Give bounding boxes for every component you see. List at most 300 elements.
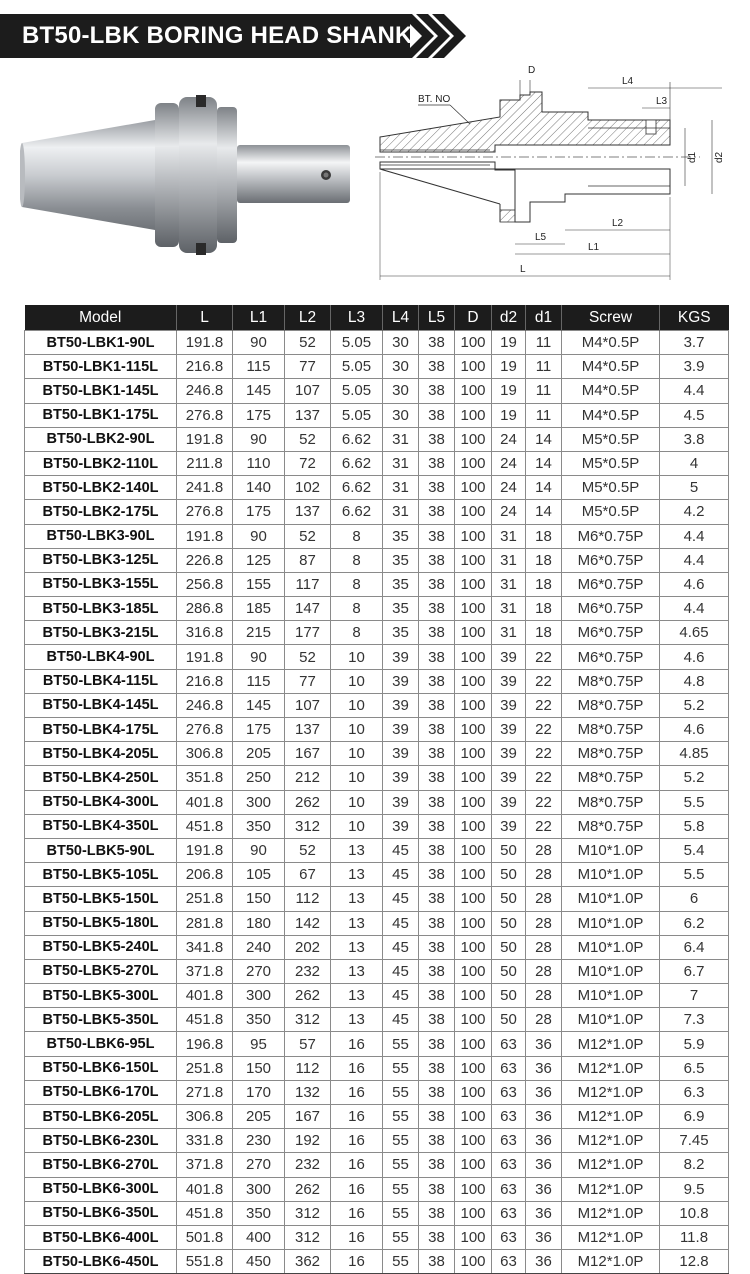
model-cell: BT50-LBK6-400L — [25, 1225, 177, 1249]
table-cell: M12*1.0P — [562, 1153, 660, 1177]
table-cell: M5*0.5P — [562, 427, 660, 451]
table-cell: M8*0.75P — [562, 790, 660, 814]
table-cell: 10.8 — [660, 1201, 729, 1225]
table-row — [25, 838, 729, 862]
table-cell: 5.05 — [331, 331, 383, 355]
table-cell: 8 — [331, 621, 383, 645]
table-cell: 38 — [419, 863, 455, 887]
table-row — [25, 1008, 729, 1032]
model-cell: BT50-LBK6-150L — [25, 1056, 177, 1080]
table-cell: 286.8 — [177, 597, 233, 621]
table-cell: 36 — [526, 1177, 562, 1201]
table-cell: 16 — [331, 1080, 383, 1104]
table-cell: 28 — [526, 838, 562, 862]
table-cell: 50 — [492, 838, 526, 862]
table-row — [25, 887, 729, 911]
table-cell: 10 — [331, 766, 383, 790]
table-cell: 256.8 — [177, 572, 233, 596]
table-row — [25, 1056, 729, 1080]
model-cell: BT50-LBK4-115L — [25, 669, 177, 693]
table-cell: 13 — [331, 863, 383, 887]
table-cell: 36 — [526, 1153, 562, 1177]
dim-d1-label: d1 — [687, 151, 698, 163]
table-cell: 240 — [233, 935, 285, 959]
model-cell: BT50-LBK3-125L — [25, 548, 177, 572]
table-cell: 12.8 — [660, 1250, 729, 1274]
table-row — [25, 669, 729, 693]
table-cell: 39 — [492, 766, 526, 790]
table-cell: 22 — [526, 814, 562, 838]
model-cell: BT50-LBK6-230L — [25, 1129, 177, 1153]
model-cell: BT50-LBK3-155L — [25, 572, 177, 596]
table-cell: 50 — [492, 887, 526, 911]
table-cell: 4.6 — [660, 718, 729, 742]
table-cell: 112 — [285, 1056, 331, 1080]
table-cell: 24 — [492, 476, 526, 500]
table-cell: 31 — [383, 427, 419, 451]
table-row — [25, 911, 729, 935]
table-cell: 38 — [419, 500, 455, 524]
table-cell: 28 — [526, 984, 562, 1008]
table-cell: 38 — [419, 1105, 455, 1129]
column-header-screw: Screw — [562, 305, 660, 331]
table-cell: 401.8 — [177, 790, 233, 814]
table-row — [25, 403, 729, 427]
column-header-d: D — [455, 305, 492, 331]
table-cell: 16 — [331, 1153, 383, 1177]
table-row — [25, 355, 729, 379]
table-header-row — [25, 305, 729, 331]
table-cell: 90 — [233, 645, 285, 669]
model-cell: BT50-LBK4-205L — [25, 742, 177, 766]
table-cell: 55 — [383, 1177, 419, 1201]
table-cell: M10*1.0P — [562, 1008, 660, 1032]
table-row — [25, 693, 729, 717]
table-cell: 28 — [526, 959, 562, 983]
table-cell: 10 — [331, 718, 383, 742]
table-cell: 10 — [331, 790, 383, 814]
table-row — [25, 524, 729, 548]
table-cell: 39 — [492, 718, 526, 742]
table-cell: 52 — [285, 645, 331, 669]
table-cell: 10 — [331, 693, 383, 717]
table-cell: 155 — [233, 572, 285, 596]
table-cell: 38 — [419, 1201, 455, 1225]
table-cell: 241.8 — [177, 476, 233, 500]
table-cell: M12*1.0P — [562, 1225, 660, 1249]
table-cell: 19 — [492, 379, 526, 403]
column-header-model: Model — [25, 305, 177, 331]
table-cell: 137 — [285, 500, 331, 524]
table-cell: M6*0.75P — [562, 548, 660, 572]
table-cell: 18 — [526, 597, 562, 621]
table-cell: 31 — [492, 621, 526, 645]
table-cell: 38 — [419, 572, 455, 596]
table-cell: 6.62 — [331, 427, 383, 451]
table-cell: 38 — [419, 1153, 455, 1177]
table-cell: 6.62 — [331, 451, 383, 475]
table-cell: 4 — [660, 451, 729, 475]
table-cell: M12*1.0P — [562, 1201, 660, 1225]
model-cell: BT50-LBK2-140L — [25, 476, 177, 500]
table-cell: 63 — [492, 1032, 526, 1056]
table-cell: 67 — [285, 863, 331, 887]
table-cell: 30 — [383, 379, 419, 403]
dim-L1-label: L1 — [588, 242, 600, 253]
table-cell: 38 — [419, 718, 455, 742]
table-cell: 371.8 — [177, 1153, 233, 1177]
table-cell: 100 — [455, 403, 492, 427]
table-cell: 125 — [233, 548, 285, 572]
table-cell: 63 — [492, 1056, 526, 1080]
dim-L5-label: L5 — [535, 232, 547, 243]
table-row — [25, 742, 729, 766]
table-cell: 167 — [285, 742, 331, 766]
model-cell: BT50-LBK5-270L — [25, 959, 177, 983]
table-cell: 4.2 — [660, 500, 729, 524]
table-cell: 7.3 — [660, 1008, 729, 1032]
table-cell: 5.05 — [331, 355, 383, 379]
table-cell: 8 — [331, 548, 383, 572]
table-cell: 100 — [455, 742, 492, 766]
table-cell: 14 — [526, 476, 562, 500]
table-cell: 38 — [419, 984, 455, 1008]
table-cell: M10*1.0P — [562, 984, 660, 1008]
table-cell: 276.8 — [177, 500, 233, 524]
table-cell: 11 — [526, 331, 562, 355]
table-cell: 31 — [383, 476, 419, 500]
table-cell: M8*0.75P — [562, 669, 660, 693]
table-cell: 250 — [233, 766, 285, 790]
table-cell: 4.4 — [660, 597, 729, 621]
table-cell: 38 — [419, 742, 455, 766]
table-cell: 95 — [233, 1032, 285, 1056]
table-cell: 38 — [419, 1080, 455, 1104]
table-cell: M6*0.75P — [562, 597, 660, 621]
model-cell: BT50-LBK5-150L — [25, 887, 177, 911]
table-cell: 35 — [383, 548, 419, 572]
table-cell: 22 — [526, 669, 562, 693]
table-cell: 4.4 — [660, 379, 729, 403]
table-cell: 24 — [492, 500, 526, 524]
table-cell: 145 — [233, 693, 285, 717]
model-cell: BT50-LBK3-185L — [25, 597, 177, 621]
table-cell: 251.8 — [177, 887, 233, 911]
column-header-d1: d1 — [526, 305, 562, 331]
table-cell: 45 — [383, 911, 419, 935]
table-cell: 100 — [455, 621, 492, 645]
model-cell: BT50-LBK6-450L — [25, 1250, 177, 1274]
table-cell: 38 — [419, 331, 455, 355]
bt-no-label: BT. NO — [418, 94, 451, 105]
table-cell: 7.45 — [660, 1129, 729, 1153]
table-cell: 57 — [285, 1032, 331, 1056]
column-header-l4: L4 — [383, 305, 419, 331]
dim-L2-label: L2 — [612, 218, 624, 229]
table-cell: 31 — [492, 548, 526, 572]
table-cell: 50 — [492, 863, 526, 887]
table-cell: 401.8 — [177, 984, 233, 1008]
table-cell: 450 — [233, 1250, 285, 1274]
table-row — [25, 959, 729, 983]
table-row — [25, 1080, 729, 1104]
table-cell: 180 — [233, 911, 285, 935]
table-cell: 147 — [285, 597, 331, 621]
table-cell: 100 — [455, 1250, 492, 1274]
table-cell: 10 — [331, 669, 383, 693]
table-cell: M12*1.0P — [562, 1105, 660, 1129]
table-cell: 270 — [233, 1153, 285, 1177]
table-cell: 38 — [419, 476, 455, 500]
model-cell: BT50-LBK4-250L — [25, 766, 177, 790]
table-cell: M6*0.75P — [562, 621, 660, 645]
model-cell: BT50-LBK5-90L — [25, 838, 177, 862]
table-cell: 28 — [526, 935, 562, 959]
table-cell: 312 — [285, 1225, 331, 1249]
table-cell: 6.62 — [331, 476, 383, 500]
table-cell: 270 — [233, 959, 285, 983]
table-cell: 36 — [526, 1250, 562, 1274]
table-cell: 246.8 — [177, 379, 233, 403]
table-cell: 251.8 — [177, 1056, 233, 1080]
table-cell: 38 — [419, 451, 455, 475]
table-cell: 38 — [419, 887, 455, 911]
table-cell: 100 — [455, 838, 492, 862]
table-cell: 45 — [383, 959, 419, 983]
table-cell: 306.8 — [177, 1105, 233, 1129]
dim-L-label: L — [520, 264, 526, 275]
table-cell: 45 — [383, 863, 419, 887]
table-cell: 281.8 — [177, 911, 233, 935]
table-row — [25, 548, 729, 572]
table-cell: 191.8 — [177, 427, 233, 451]
table-cell: 38 — [419, 355, 455, 379]
table-cell: 100 — [455, 331, 492, 355]
table-cell: 55 — [383, 1250, 419, 1274]
table-cell: 100 — [455, 451, 492, 475]
table-cell: 150 — [233, 1056, 285, 1080]
table-cell: 3.8 — [660, 427, 729, 451]
table-cell: 52 — [285, 427, 331, 451]
table-cell: M8*0.75P — [562, 742, 660, 766]
table-cell: 451.8 — [177, 1201, 233, 1225]
table-cell: 331.8 — [177, 1129, 233, 1153]
table-cell: 31 — [492, 572, 526, 596]
table-cell: 39 — [492, 693, 526, 717]
table-cell: 6.2 — [660, 911, 729, 935]
table-cell: 350 — [233, 1201, 285, 1225]
table-cell: M12*1.0P — [562, 1250, 660, 1274]
dim-d2-label: d2 — [714, 151, 725, 163]
table-cell: 52 — [285, 838, 331, 862]
table-cell: 6 — [660, 887, 729, 911]
table-cell: 246.8 — [177, 693, 233, 717]
table-cell: 11.8 — [660, 1225, 729, 1249]
table-cell: 300 — [233, 790, 285, 814]
table-cell: 100 — [455, 524, 492, 548]
table-cell: 191.8 — [177, 331, 233, 355]
table-cell: 90 — [233, 838, 285, 862]
table-cell: M12*1.0P — [562, 1032, 660, 1056]
table-cell: 400 — [233, 1225, 285, 1249]
table-cell: 22 — [526, 718, 562, 742]
table-cell: 350 — [233, 1008, 285, 1032]
table-cell: 4.65 — [660, 621, 729, 645]
table-cell: 350 — [233, 814, 285, 838]
table-cell: 36 — [526, 1080, 562, 1104]
table-row — [25, 476, 729, 500]
table-cell: 63 — [492, 1177, 526, 1201]
table-cell: 105 — [233, 863, 285, 887]
model-cell: BT50-LBK3-215L — [25, 621, 177, 645]
table-cell: 38 — [419, 790, 455, 814]
table-cell: 100 — [455, 814, 492, 838]
table-cell: 31 — [492, 597, 526, 621]
table-row — [25, 1177, 729, 1201]
table-cell: 100 — [455, 1129, 492, 1153]
table-cell: 100 — [455, 1056, 492, 1080]
table-cell: 36 — [526, 1129, 562, 1153]
table-cell: 18 — [526, 548, 562, 572]
model-cell: BT50-LBK6-170L — [25, 1080, 177, 1104]
table-cell: 215 — [233, 621, 285, 645]
table-cell: 216.8 — [177, 355, 233, 379]
table-row — [25, 935, 729, 959]
table-cell: 16 — [331, 1105, 383, 1129]
table-cell: M4*0.5P — [562, 379, 660, 403]
table-cell: 39 — [492, 814, 526, 838]
table-cell: 100 — [455, 935, 492, 959]
table-cell: 28 — [526, 887, 562, 911]
table-cell: 38 — [419, 1129, 455, 1153]
table-cell: 14 — [526, 451, 562, 475]
table-cell: 451.8 — [177, 1008, 233, 1032]
table-cell: 22 — [526, 766, 562, 790]
table-cell: 45 — [383, 935, 419, 959]
table-cell: 36 — [526, 1105, 562, 1129]
table-cell: 38 — [419, 403, 455, 427]
table-cell: 63 — [492, 1105, 526, 1129]
table-cell: 77 — [285, 669, 331, 693]
table-cell: 16 — [331, 1129, 383, 1153]
table-cell: 31 — [383, 451, 419, 475]
table-cell: 276.8 — [177, 718, 233, 742]
table-cell: 39 — [492, 742, 526, 766]
table-cell: 45 — [383, 887, 419, 911]
table-cell: 36 — [526, 1056, 562, 1080]
table-row — [25, 984, 729, 1008]
table-cell: 100 — [455, 476, 492, 500]
table-cell: 5 — [660, 476, 729, 500]
dim-L4-label: L4 — [622, 76, 634, 87]
table-cell: 100 — [455, 1225, 492, 1249]
model-cell: BT50-LBK1-175L — [25, 403, 177, 427]
table-cell: 142 — [285, 911, 331, 935]
table-cell: 50 — [492, 984, 526, 1008]
model-cell: BT50-LBK5-350L — [25, 1008, 177, 1032]
table-cell: 202 — [285, 935, 331, 959]
table-cell: 38 — [419, 1225, 455, 1249]
table-cell: 232 — [285, 1153, 331, 1177]
table-cell: 100 — [455, 887, 492, 911]
table-cell: 52 — [285, 524, 331, 548]
table-cell: 216.8 — [177, 669, 233, 693]
table-cell: 45 — [383, 1008, 419, 1032]
model-cell: BT50-LBK6-270L — [25, 1153, 177, 1177]
table-cell: M8*0.75P — [562, 718, 660, 742]
table-row — [25, 621, 729, 645]
table-cell: 100 — [455, 355, 492, 379]
table-cell: 5.9 — [660, 1032, 729, 1056]
table-cell: 52 — [285, 331, 331, 355]
table-cell: 115 — [233, 669, 285, 693]
table-cell: 177 — [285, 621, 331, 645]
table-cell: 28 — [526, 863, 562, 887]
table-row — [25, 1225, 729, 1249]
table-cell: M10*1.0P — [562, 935, 660, 959]
table-cell: M12*1.0P — [562, 1129, 660, 1153]
table-cell: 5.2 — [660, 766, 729, 790]
table-cell: 170 — [233, 1080, 285, 1104]
table-row — [25, 1250, 729, 1274]
table-cell: 35 — [383, 572, 419, 596]
table-cell: 107 — [285, 693, 331, 717]
table-cell: 100 — [455, 1201, 492, 1225]
table-cell: 6.7 — [660, 959, 729, 983]
table-cell: 212 — [285, 766, 331, 790]
table-cell: 35 — [383, 524, 419, 548]
table-cell: 300 — [233, 1177, 285, 1201]
table-cell: 6.9 — [660, 1105, 729, 1129]
table-cell: 18 — [526, 524, 562, 548]
model-cell: BT50-LBK1-145L — [25, 379, 177, 403]
table-cell: 3.7 — [660, 331, 729, 355]
table-cell: 38 — [419, 959, 455, 983]
table-cell: M4*0.5P — [562, 403, 660, 427]
table-cell: 22 — [526, 742, 562, 766]
technical-drawing — [370, 62, 740, 284]
table-cell: M12*1.0P — [562, 1056, 660, 1080]
table-cell: 100 — [455, 1153, 492, 1177]
table-cell: M8*0.75P — [562, 814, 660, 838]
table-row — [25, 1153, 729, 1177]
table-cell: M8*0.75P — [562, 766, 660, 790]
table-cell: 100 — [455, 718, 492, 742]
table-cell: 351.8 — [177, 766, 233, 790]
table-cell: 6.3 — [660, 1080, 729, 1104]
table-cell: 72 — [285, 451, 331, 475]
table-cell: M6*0.75P — [562, 645, 660, 669]
table-cell: M12*1.0P — [562, 1177, 660, 1201]
column-header-kgs: KGS — [660, 305, 729, 331]
model-cell: BT50-LBK5-240L — [25, 935, 177, 959]
model-cell: BT50-LBK1-90L — [25, 331, 177, 355]
table-cell: 45 — [383, 984, 419, 1008]
table-cell: 36 — [526, 1201, 562, 1225]
table-cell: 191.8 — [177, 645, 233, 669]
table-cell: 50 — [492, 911, 526, 935]
table-cell: 8.2 — [660, 1153, 729, 1177]
table-cell: 39 — [383, 669, 419, 693]
table-cell: 63 — [492, 1080, 526, 1104]
column-header-l5: L5 — [419, 305, 455, 331]
table-cell: 16 — [331, 1250, 383, 1274]
table-cell: 6.62 — [331, 500, 383, 524]
table-cell: 39 — [383, 645, 419, 669]
table-cell: 39 — [383, 766, 419, 790]
table-cell: 38 — [419, 379, 455, 403]
table-cell: 39 — [383, 790, 419, 814]
